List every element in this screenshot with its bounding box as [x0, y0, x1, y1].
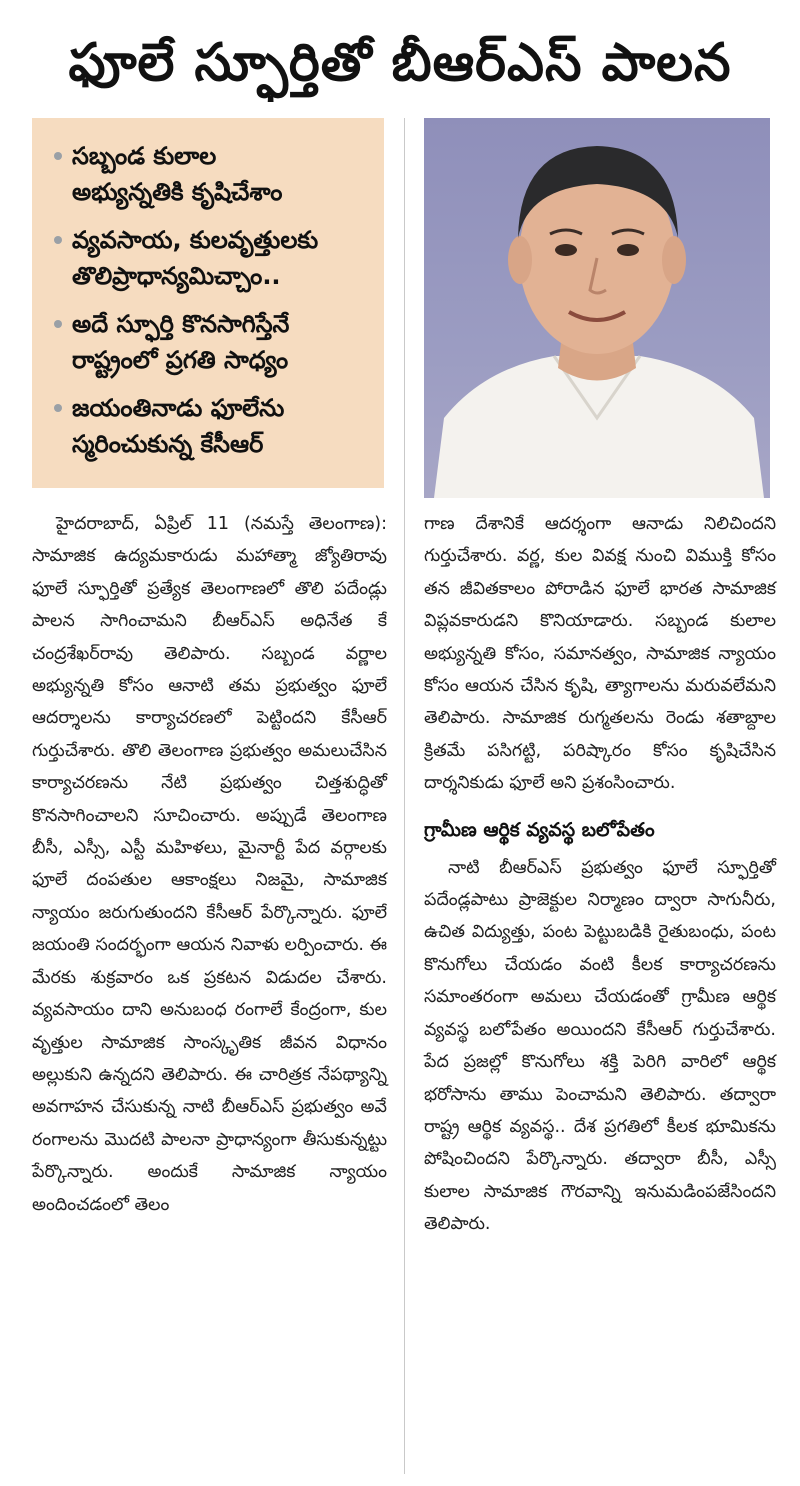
article-paragraph: గాణ దేశానికే ఆదర్శంగా ఆనాడు నిలిచిందని గుర్తుచేశారు. వర్ణ, కుల వివక్ష నుంచి విముక్తి కోసం తన జీవితకాలం పోరాడిన ఫూలే భారత సామాజిక విప్లవకారుడని కొనియాడారు. సబ్బండ కులాల అభ్యున్నతి కోసం, సమానత్వం, సామాజిక న్యాయం కోసం ఆయన చేసిన కృషి, త్యాగాలను మరువలేమని తెలిపారు. సామాజిక రుగ్మతలను రెండు శతాబ్దాల క్రితమే పసిగట్టి, పరిష్కారం కోసం కృషిచేసిన దార్శనికుడు ఫూలే అని ప్రశంసించారు.	[424, 514, 776, 794]
highlight-text: వ్యవసాయ, కులవృత్తులకు తొలిప్రాధాన్యమిచ్చాం..	[72, 226, 319, 290]
highlight-text: సబ్బండ కులాల అభ్యున్నతికి కృషిచేశాం	[72, 142, 283, 206]
article-column-right	[424, 508, 776, 1241]
portrait-photo	[424, 118, 770, 498]
headline: ఫూలే స్ఫూర్తితో బీఆర్ఎస్ పాలన	[68, 33, 732, 93]
highlight-text: జయంతినాడు ఫూలేను స్మరించుకున్న కేసీఆర్	[72, 394, 285, 458]
article-subheading: గ్రామీణ ఆర్థిక వ్యవస్థ బలోపేతం	[424, 818, 655, 841]
column-divider	[404, 118, 405, 1474]
highlight-item	[54, 222, 370, 294]
article-paragraph: హైదరాబాద్, ఏప్రిల్ 11 (నమస్తే తెలంగాణ): సామాజిక ఉద్యమకారుడు మహాత్మా జ్యోతిరావు ఫూలే స్ఫూర్తితో ప్రత్యేక తెలంగాణలో తొలి పదేండ్లు పాలన సాగించామని బీఆర్ఎస్ అధినేత కే చంద్రశేఖర్‌రావు తెలిపారు. సబ్బండ వర్ణాల అభ్యున్నతి కోసం ఆనాటి తమ ప్రభుత్వం ఫూలే ఆదర్శాలను కార్యాచరణలో పెట్టిందని కేసీఆర్ గుర్తుచేశారు. తొలి తెలంగాణ ప్రభుత్వం అమలుచేసిన కార్యాచరణను నేటి ప్రభుత్వం చిత్తశుద్ధితో కొనసాగించాలని సూచించారు. అప్పుడే తెలంగాణ బీసీ, ఎస్సీ, ఎస్టీ మహిళలు, మైనార్టీ పేద వర్గాలకు ఫూలే దంపతుల ఆకాంక్షలు నిజమై, సామాజిక న్యాయం జరుగుతుందని కేసీఆర్ పేర్కొన్నారు. ఫూలే జయంతి సందర్భంగా ఆయన నివాళు లర్పించారు. ఈ మేరకు శుక్రవారం ఒక ప్రకటన విడుదల చేశారు. వ్యవసాయం దాని అనుబంధ రంగాలే కేంద్రంగా, కుల వృత్తుల సామాజిక సాంస్కృతిక జీవన విధానం అల్లుకుని ఉన్నదని తెలిపారు. ఈ చారిత్రక నేపథ్యాన్ని అవగాహన చేసుకున్న నాటి బీఆర్ఎస్ ప్రభుత్వం అవే రంగాలను మొదటి పాలనా ప్రాధాన్యంగా తీసుకున్నట్టు పేర్కొన్నారు. అందుకే సామాజిక న్యాయం అందించడంలో తెలం	[32, 514, 387, 1215]
highlight-item	[54, 390, 370, 462]
highlights-box	[32, 118, 384, 488]
article-paragraph: నాటి బీఆర్ఎస్ ప్రభుత్వం ఫూలే స్ఫూర్తితో పదేండ్లపాటు ప్రాజెక్టుల నిర్మాణం ద్వారా సాగునీరు, ఉచిత విద్యుత్తు, పంట పెట్టుబడికి రైతుబంధు, పంట కొనుగోలు చేయడం వంటి కీలక కార్యాచరణను సమాంతరంగా అమలు చేయడంతో గ్రామీణ ఆర్థిక వ్యవస్థ బలోపేతం అయిందని కేసీఆర్ గుర్తుచేశారు. పేద ప్రజల్లో కొనుగోలు శక్తి పెరిగి వారిలో ఆర్థిక భరోసాను తాము పెంచామని తెలిపారు. తద్వారా రాష్ట్ర ఆర్థిక వ్యవస్థ.. దేశ ప్రగతిలో కీలక భూమికను పోషించిందని పేర్కొన్నారు. తద్వారా బీసీ, ఎస్సీ కులాల సామాజిక గౌరవాన్ని ఇనుమడింపజేసిందని తెలిపారు.	[424, 857, 776, 1235]
bullet-icon	[54, 320, 62, 328]
bullet-icon	[54, 152, 62, 160]
highlight-text: అదే స్ఫూర్తి కొనసాగిస్తేనే రాష్ట్రంలో ప్రగతి సాధ్యం	[72, 310, 290, 374]
highlight-item	[54, 138, 370, 210]
bullet-icon	[54, 404, 62, 412]
highlight-item	[54, 306, 370, 378]
portrait-image	[424, 118, 770, 498]
bullet-icon	[54, 236, 62, 244]
article-column-left	[32, 508, 387, 1221]
